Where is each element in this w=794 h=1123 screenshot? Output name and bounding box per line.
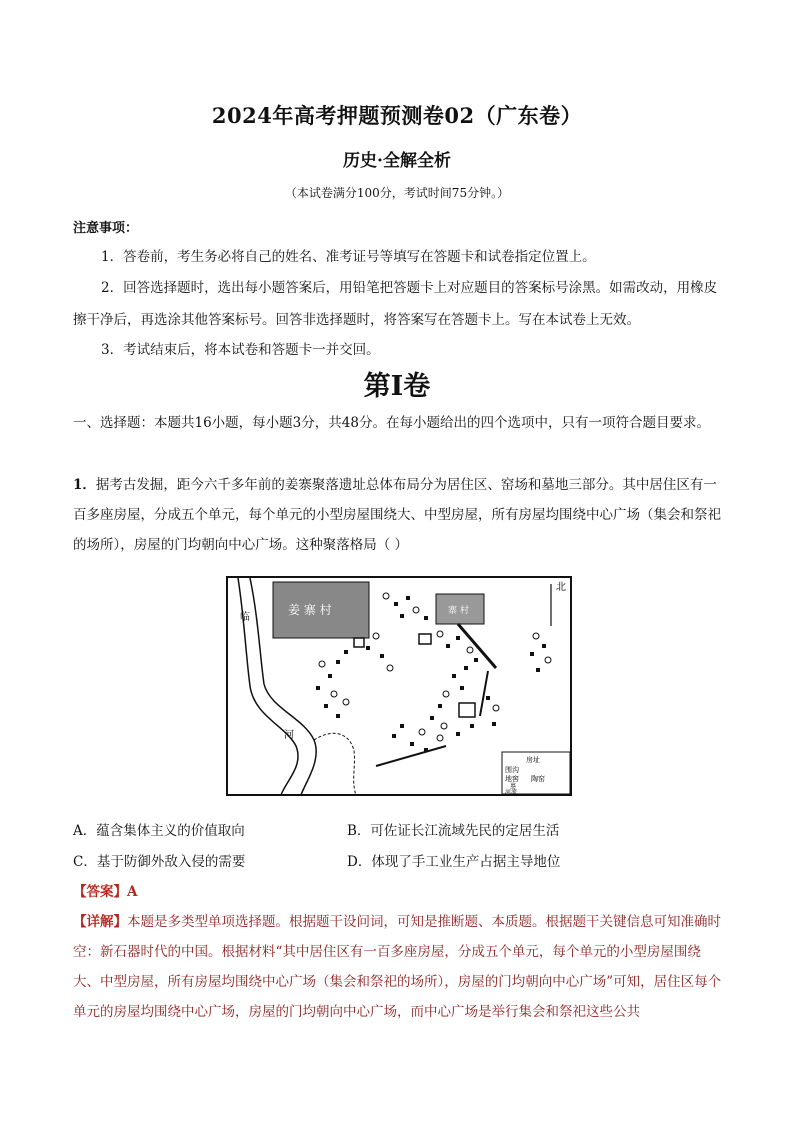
notice-item-2: 2．回答选择题时，选出每小题答案后，用铅笔把答题卡上对应题目的答案标号涂黑。如需改动，用橡皮擦干净后，再选涂其他答案标号。回答非选择题时，将答案写在答题卡上。写在本试卷上无效。 [73,280,718,328]
option-c: C．基于防御外敌入侵的需要 [73,854,246,870]
notice-item-3: 3．考试结束后，将本试卷和答题卡一并交回。 [101,342,380,358]
house-marker [464,666,468,670]
detail-explanation [73,907,723,1027]
house-marker [460,686,464,690]
detail-text: 本题是多类型单项选择题。根据题干设问词，可知是推断题、本质题。根据题干关键信息可知准确时空：新石器时代的中国。根据材料“其中居住区有一百多座房屋，分成五个单元，每个单元的小型房屋围绕大、中型房屋，所有房屋均围绕中心广场（集会和祭祀的场所），房屋的门均朝向中心广场”可知，居住区每个单元的房屋均围绕中心广场，房屋的门均朝向中心广场，而中心广场是举行集会和祭祀这些公共 [73,914,722,1020]
house-marker [530,652,534,656]
house-marker [456,636,460,640]
house-marker [446,644,450,648]
river-char-1: 临 [240,612,250,623]
page-title: 2024年高考押题预测卷02（广东卷） [211,103,583,128]
question-number: 1． [73,477,96,493]
legend-river: 河流 [505,789,518,796]
house-marker [380,654,384,658]
legend-kiln: 陶窑 [531,775,545,783]
river-char-2: 河 [284,730,294,741]
house-marker [344,650,348,654]
legend-cellar: 地窖 [505,775,519,783]
question-1 [73,470,723,560]
answer-line [73,880,137,900]
house-marker [410,742,414,746]
volume-title: 第Ⅰ卷 [363,371,431,402]
house-marker [424,748,428,752]
house-marker [400,614,404,618]
notice-item-1: 1．答卷前，考生务必将自己的姓名、准考证号等填写在答题卡和试卷指定位置上。 [101,249,596,265]
legend-house: 房址 [526,756,540,764]
house-marker [430,716,434,720]
page-subtitle: 历史·全解全析 [343,151,451,171]
house-marker [324,704,328,708]
section-intro: 一、选择题：本题共16小题，每小题3分，共48分。在每小题给出的四个选项中，只有一项符合题目要求。 [73,415,710,431]
house-marker [452,674,456,678]
house-marker [456,732,460,736]
notice-heading: 注意事项： [73,221,139,236]
house-marker [536,668,540,672]
house-marker [328,674,332,678]
house-marker [492,722,496,726]
question-stem: 据考古发掘，距今六千多年前的姜寨聚落遗址总体布局分为居住区、窑场和墓地三部分。其中居住区有一百多座房屋，分成五个单元，每个单元的小型房屋围绕大、中型房屋，所有房屋均围绕中心广场（集会和祭祀的场所），房屋的门均朝向中心广场。这种聚落格局（ ） [73,477,721,553]
exam-note: （本试卷满分100分，考试时间75分钟。） [284,186,510,200]
house-marker [336,660,340,664]
house-marker [424,616,428,620]
house-marker [394,602,398,606]
legend-ditch: 围沟 [505,766,519,774]
answer-label: 【答案】 [73,884,127,900]
detail-label: 【详解】 [73,914,127,930]
house-marker [400,724,404,728]
option-b: B．可佐证长江流域先民的定居生活 [347,823,560,839]
jiangzhai-site-map [226,576,572,796]
house-marker [470,724,474,728]
house-marker [486,696,490,700]
house-marker [474,658,478,662]
house-marker [366,646,370,650]
village-label: 姜 寨 村 [288,603,332,617]
option-d: D．体现了手工业生产占据主导地位 [347,854,561,870]
house-marker [316,686,320,690]
house-marker [336,714,340,718]
house-marker [392,734,396,738]
house-marker [438,704,442,708]
house-marker [406,596,410,600]
legend-tomb: 墓 [510,783,517,790]
village2-label: 寨 村 [448,606,469,616]
house-marker [542,644,546,648]
answer-value: A [127,884,138,900]
option-a: A．蕴含集体主义的价值取向 [73,823,245,839]
north-label: 北 [556,582,566,593]
